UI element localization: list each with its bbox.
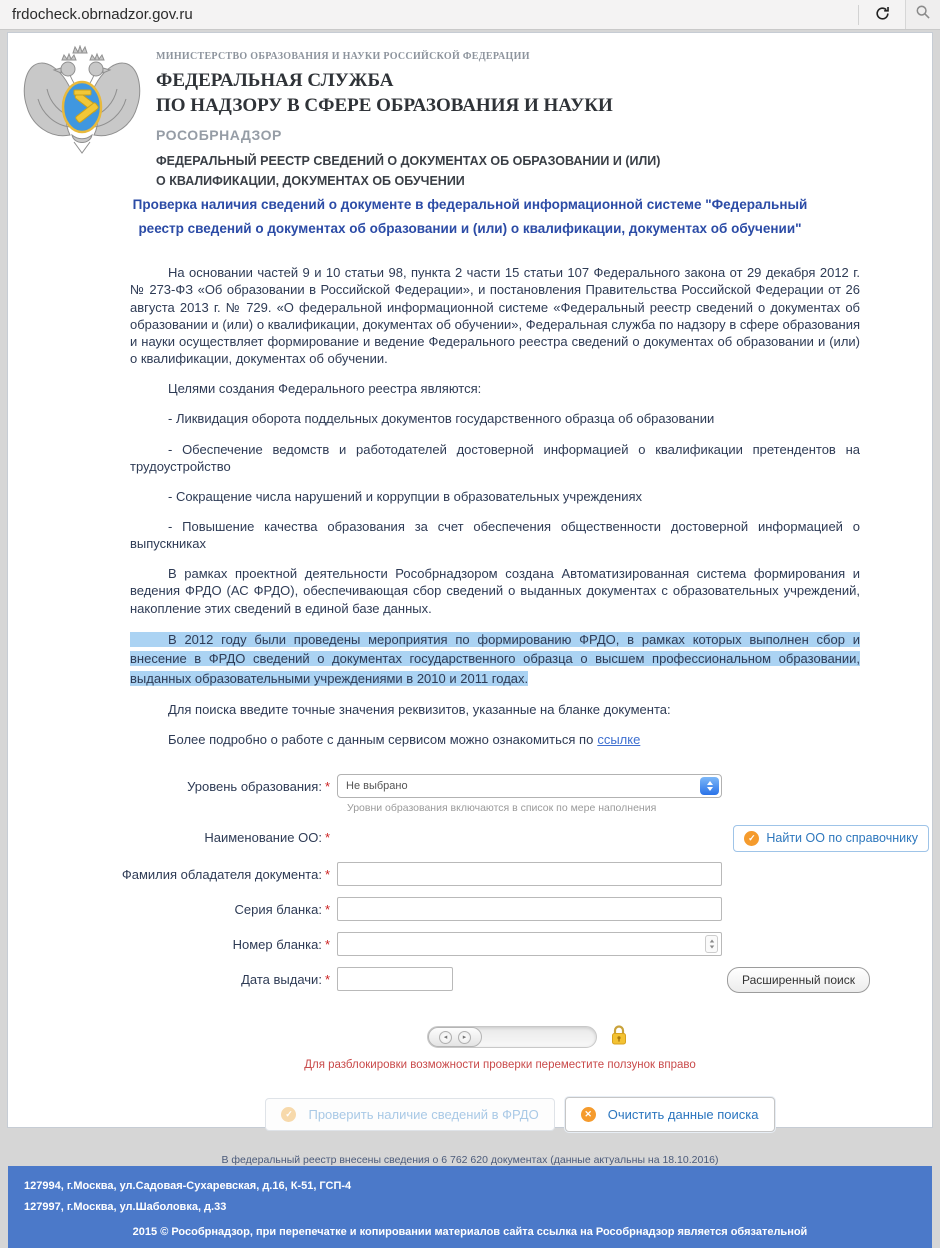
goal-item: - Повышение качества образования за счет обеспечения общественности достоверной информацией о выпускниках bbox=[130, 518, 860, 552]
paragraph-law: На основании частей 9 и 10 статьи 98, пункта 2 части 15 статьи 107 Федерального закона от 29 декабря 2012 г. № 273-ФЗ «Об образовании в Российской Федерации», и постановления Правительства Российской Федерации от 26 августа 2013 г. № 729. «О федеральной информационной системе «Федеральный реестр сведений о документах об образовании и (или) о квалификации, документах об обучении», Федеральная служба по надзору в сфере образования и науки осуществляет формирование и ведение Федерального реестра сведений о документах об образовании и (или) о квалификации, документах об обучении. bbox=[130, 265, 860, 367]
clear-search-button[interactable]: ✕ Очистить данные поиска bbox=[565, 1097, 775, 1132]
check-circle-icon: ✓ bbox=[744, 831, 759, 846]
education-level-value: Не выбрано bbox=[346, 779, 408, 792]
actions-row bbox=[58, 1097, 940, 1132]
search-icon bbox=[915, 4, 931, 25]
find-org-button[interactable]: ✓ Найти ОО по справочнику bbox=[733, 825, 929, 852]
org-name-label: Наименование ОО: * bbox=[204, 829, 330, 845]
education-level-label: Уровень образования: * bbox=[187, 778, 330, 794]
number-input[interactable] bbox=[337, 932, 722, 956]
browser-search-button[interactable] bbox=[905, 0, 940, 29]
registry-info: В федеральный реестр внесены сведения о 6 762 620 документах (данные актуальны на 18.10.2016) bbox=[221, 1153, 719, 1166]
site-footer bbox=[8, 1166, 932, 1248]
short-name: РОСОБРНАДЗОР bbox=[156, 127, 282, 144]
series-label: Серия бланка: * bbox=[234, 901, 330, 917]
series-input[interactable] bbox=[337, 897, 722, 921]
service-info-link[interactable]: ссылке bbox=[597, 732, 641, 748]
check-frdo-button[interactable]: ✓ Проверить наличие сведений в ФРДО bbox=[265, 1098, 554, 1131]
intro-text bbox=[130, 264, 860, 761]
advanced-search-button[interactable]: Расширенный поиск bbox=[727, 967, 870, 993]
slider-left-arrow-icon[interactable]: ◂ bbox=[439, 1031, 452, 1044]
footer-address-1: 127994, г.Москва, ул.Садовая-Сухаревская, д.16, К-51, ГСП-4 bbox=[24, 1179, 352, 1192]
check-circle-icon: ✓ bbox=[281, 1107, 296, 1122]
search-form bbox=[8, 774, 932, 1002]
chevron-up-down-icon[interactable] bbox=[700, 777, 719, 795]
paragraph-highlighted: В 2012 году были проведены мероприятия по формированию ФРДО, в рамках которых выполнен сбор и внесение в ФРДО сведений о документах государственного образца о высшем профессиональном образовании, выданных образовательными учреждениями в 2010 и 2011 годах. bbox=[130, 631, 860, 686]
address-bar[interactable]: frdocheck.obrnadzor.gov.ru bbox=[12, 6, 193, 23]
surname-label: Фамилия обладателя документа: * bbox=[121, 866, 330, 882]
paragraph-goals-intro: Целями создания Федерального реестра являются: bbox=[168, 381, 482, 397]
issue-date-input[interactable] bbox=[337, 967, 453, 991]
number-stepper-icon[interactable] bbox=[705, 935, 718, 953]
page-content bbox=[7, 32, 933, 1238]
header-text bbox=[156, 51, 932, 191]
goal-item: - Сокращение числа нарушений и коррупции в образовательных учреждениях bbox=[168, 488, 643, 504]
reload-button[interactable] bbox=[859, 0, 905, 29]
issue-date-label: Дата выдачи: * bbox=[241, 971, 330, 987]
lock-icon bbox=[609, 1024, 629, 1051]
org-name-row bbox=[8, 825, 932, 851]
x-circle-icon: ✕ bbox=[581, 1107, 596, 1122]
reload-icon bbox=[874, 5, 891, 25]
rosobrnadzor-emblem-icon bbox=[20, 45, 144, 162]
browser-toolbar bbox=[0, 0, 940, 30]
ministry-line: МИНИСТЕРСТВО ОБРАЗОВАНИЯ И НАУКИ РОССИЙСКОЙ ФЕДЕРАЦИИ bbox=[156, 51, 530, 62]
issue-date-row bbox=[8, 967, 932, 991]
footer-address-2: 127997, г.Москва, ул.Шаболовка, д.33 bbox=[24, 1200, 227, 1213]
surname-row bbox=[8, 862, 932, 886]
series-row bbox=[8, 897, 932, 921]
education-level-row bbox=[8, 774, 932, 814]
goal-item: - Обеспечение ведомств и работодателей достоверной информацией о квалификации претендентов на трудоустройство bbox=[130, 441, 860, 474]
slider-hint: Для разблокировки возможности проверки переместите ползунок вправо bbox=[304, 1058, 696, 1071]
paragraph-asfrdo: В рамках проектной деятельности Рособрнадзором создана Автоматизированная система формирования и ведения ФРДО (АС ФРДО), обеспечивающая сбор сведений о выданных документах с образовательных учреждений, накопление этих сведений в единой базе данных. bbox=[130, 566, 860, 616]
page-title: Проверка наличия сведений о документе в федеральной информационной системе "Федеральный реестр сведений о документах об образовании и (или) о квалификации, документах об обучении" bbox=[132, 197, 808, 236]
unlock-slider[interactable] bbox=[427, 1026, 597, 1048]
education-level-hint: Уровни образования включаются в список по мере наполнения bbox=[347, 801, 657, 814]
registry-name: ФЕДЕРАЛЬНЫЙ РЕЕСТР СВЕДЕНИЙ О ДОКУМЕНТАХ ОБ ОБРАЗОВАНИИ И (ИЛИ) О КВАЛИФИКАЦИИ, ДОКУМЕНТАХ ОБ ОБУЧЕНИИ bbox=[156, 154, 661, 188]
footer-copyright: 2015 © Рособрнадзор, при перепечатке и копировании материалов сайта ссылка на Рособрнадзор является обязательной bbox=[132, 1225, 808, 1238]
number-row bbox=[8, 932, 932, 956]
slider-handle[interactable] bbox=[428, 1027, 482, 1047]
slider-right-arrow-icon[interactable]: ▸ bbox=[458, 1031, 471, 1044]
number-label: Номер бланка: * bbox=[232, 936, 330, 952]
unlock-slider-zone bbox=[66, 1024, 940, 1051]
goal-item: - Ликвидация оборота поддельных документов государственного образца об образовании bbox=[168, 411, 715, 427]
more-info-line: Более подробно о работе с данным сервисом можно ознакомиться по ссылке bbox=[168, 732, 641, 748]
search-instruction: Для поиска введите точные значения реквизитов, указанные на бланке документа: bbox=[168, 702, 671, 718]
site-header bbox=[8, 33, 932, 188]
education-level-select[interactable] bbox=[337, 774, 722, 798]
surname-input[interactable] bbox=[337, 862, 722, 886]
service-name: ФЕДЕРАЛЬНАЯ СЛУЖБА ПО НАДЗОРУ В СФЕРЕ ОБРАЗОВАНИЯ И НАУКИ bbox=[156, 70, 613, 116]
